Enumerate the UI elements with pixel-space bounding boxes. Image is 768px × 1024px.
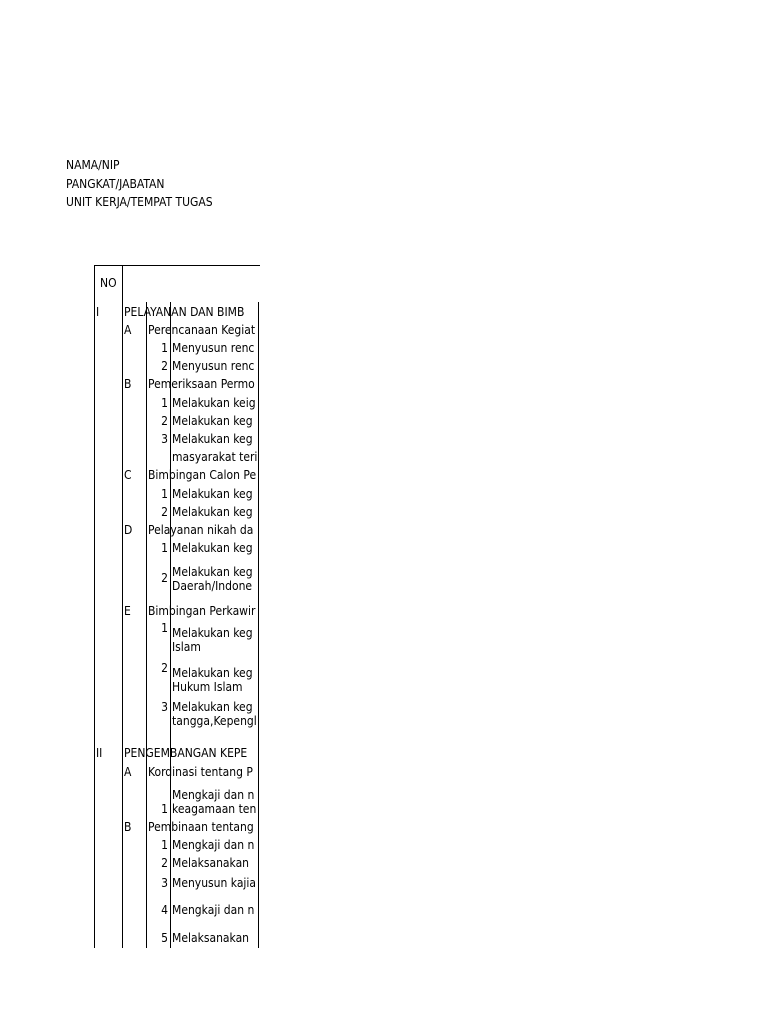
item-text-continued: Islam (172, 640, 201, 654)
section-title: PELAYANAN DAN BIMB (124, 305, 245, 319)
item-text: Melakukan keg (172, 505, 253, 519)
subsection-letter: B (124, 820, 132, 834)
column-divider (170, 302, 171, 948)
item-number: 1 (161, 621, 168, 635)
item-text-continued: Daerah/Indone (172, 579, 253, 593)
item-text: Melakukan keg (172, 414, 253, 428)
item-number: 1 (161, 396, 168, 410)
item-text: Melakukan keg (172, 432, 253, 446)
section-number: I (96, 305, 100, 319)
item-text-continued: Hukum Islam (172, 680, 243, 694)
item-text: Menyusun renc (172, 359, 255, 373)
item-number: 5 (161, 931, 168, 945)
section-title: PENGEMBANGAN KEPE (124, 746, 248, 760)
item-text: Melakukan keg (172, 565, 253, 579)
item-number: 4 (161, 903, 168, 917)
subsection-letter: B (124, 377, 132, 391)
item-text: Melaksanakan (172, 856, 250, 870)
item-number: 1 (161, 487, 168, 501)
item-number: 2 (161, 359, 168, 373)
item-text: Melakukan keg (172, 626, 253, 640)
item-text-continued: masyarakat teri (172, 450, 258, 464)
item-number: 3 (161, 876, 168, 890)
item-text: Melakukan keg (172, 541, 253, 555)
subsection-title: Bimbingan Perkawir (148, 604, 256, 618)
subsection-title: Pelayanan nikah da (148, 523, 254, 537)
subsection-title: Kordinasi tentang P (148, 765, 253, 779)
item-text-continued: keagamaan ten (172, 802, 257, 816)
item-text: Menyusun kajia (172, 876, 257, 890)
label-pangkat-jabatan: PANGKAT/JABATAN (66, 177, 165, 191)
item-number: 1 (161, 341, 168, 355)
item-text: Melakukan keg (172, 700, 253, 714)
subsection-letter: A (124, 323, 132, 337)
item-text: Melaksanakan (172, 931, 250, 945)
subsection-letter: A (124, 765, 132, 779)
activity-table (94, 265, 260, 948)
item-number: 2 (161, 571, 168, 585)
item-text: Menyusun renc (172, 341, 255, 355)
item-number: 2 (161, 661, 168, 675)
item-number: 2 (161, 856, 168, 870)
item-text: Melakukan keg (172, 487, 253, 501)
subsection-letter: C (124, 468, 132, 482)
item-number: 2 (161, 414, 168, 428)
item-text: Mengkaji dan n (172, 838, 255, 852)
column-header-no: NO (100, 276, 117, 290)
subsection-title: Perencanaan Kegiat (148, 323, 256, 337)
column-divider (122, 266, 123, 948)
item-text-continued: tangga,Kepengl (172, 714, 257, 728)
subsection-title: Pemeriksaan Permo (148, 377, 255, 391)
column-divider (258, 302, 259, 948)
column-divider (146, 302, 147, 948)
section-number: II (96, 746, 103, 760)
subsection-title: Pembinaan tentang (148, 820, 254, 834)
subsection-title: Bimbingan Calon Pe (148, 468, 257, 482)
label-unit-kerja: UNIT KERJA/TEMPAT TUGAS (66, 195, 213, 209)
item-number: 2 (161, 505, 168, 519)
subsection-letter: E (124, 604, 131, 618)
item-number: 1 (161, 838, 168, 852)
item-number: 3 (161, 700, 168, 714)
item-number: 3 (161, 432, 168, 446)
item-number: 1 (161, 541, 168, 555)
item-text: Melakukan keig (172, 396, 256, 410)
label-nama-nip: NAMA/NIP (66, 158, 120, 172)
item-text: Melakukan keg (172, 666, 253, 680)
item-number: 1 (161, 802, 168, 816)
item-text: Mengkaji dan n (172, 903, 255, 917)
item-text: Mengkaji dan n (172, 788, 255, 802)
subsection-letter: D (124, 523, 133, 537)
